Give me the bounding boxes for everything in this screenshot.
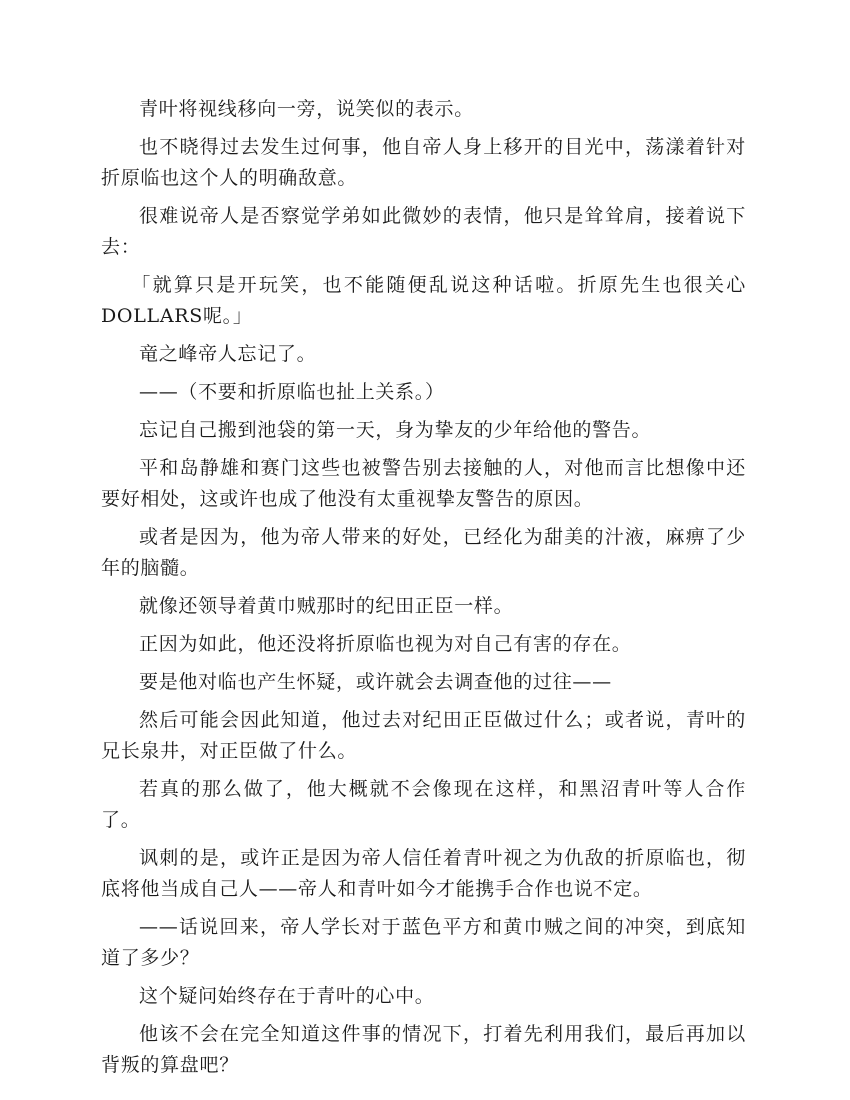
paragraph-7: 忘记自己搬到池袋的第一天，身为挚友的少年给他的警告。 [139,419,652,441]
paragraph-5: 竜之峰帝人忘记了。 [139,343,317,365]
paragraph-3: 很难说帝人是否察觉学弟如此微妙的表情，他只是耸耸肩，接着说下去： [101,205,746,258]
paragraph-2: 也不晓得过去发生过何事，他自帝人身上移开的目光中，荡漾着针对折原临也这个人的明确敌意。 [101,136,746,189]
paragraph-4: 「就算只是开玩笑，也不能随便乱说这种话啦。折原先生也很关心DOLLARS呢。」 [101,274,746,327]
paragraph-17: 这个疑问始终存在于青叶的心中。 [139,985,435,1007]
paragraph-1: 青叶将视线移向一旁，说笑似的表示。 [139,98,474,120]
paragraph-12: 要是他对临也产生怀疑，或许就会去调查他的过往—— [139,671,612,693]
paragraph-18: 他该不会在完全知道这件事的情况下，打着先利用我们，最后再加以背叛的算盘吧？ [101,1023,746,1076]
paragraph-14: 若真的那么做了，他大概就不会像现在这样，和黑沼青叶等人合作了。 [101,778,746,831]
paragraph-15: 讽刺的是，或许正是因为帝人信任着青叶视之为仇敌的折原临也，彻底将他当成自己人——帝人和青叶如今才能携手合作也说不定。 [101,847,746,900]
paragraph-10: 就像还领导着黄巾贼那时的纪田正臣一样。 [139,595,514,617]
page-body [101,94,746,1088]
paragraph-13: 然后可能会因此知道，他过去对纪田正臣做过什么；或者说，青叶的兄长泉井，对正臣做了什么。 [101,709,746,762]
paragraph-11: 正因为如此，他还没将折原临也视为对自己有害的存在。 [139,633,632,655]
paragraph-6: ——（不要和折原临也扯上关系。） [139,381,445,403]
paragraph-9: 或者是因为，他为帝人带来的好处，已经化为甜美的汁液，麻痹了少年的脑髓。 [101,526,746,579]
paragraph-16: ——话说回来，帝人学长对于蓝色平方和黄巾贼之间的冲突，到底知道了多少？ [101,916,746,969]
paragraph-8: 平和岛静雄和赛门这些也被警告别去接触的人，对他而言比想像中还要好相处，这或许也成了他没有太重视挚友警告的原因。 [101,457,746,510]
